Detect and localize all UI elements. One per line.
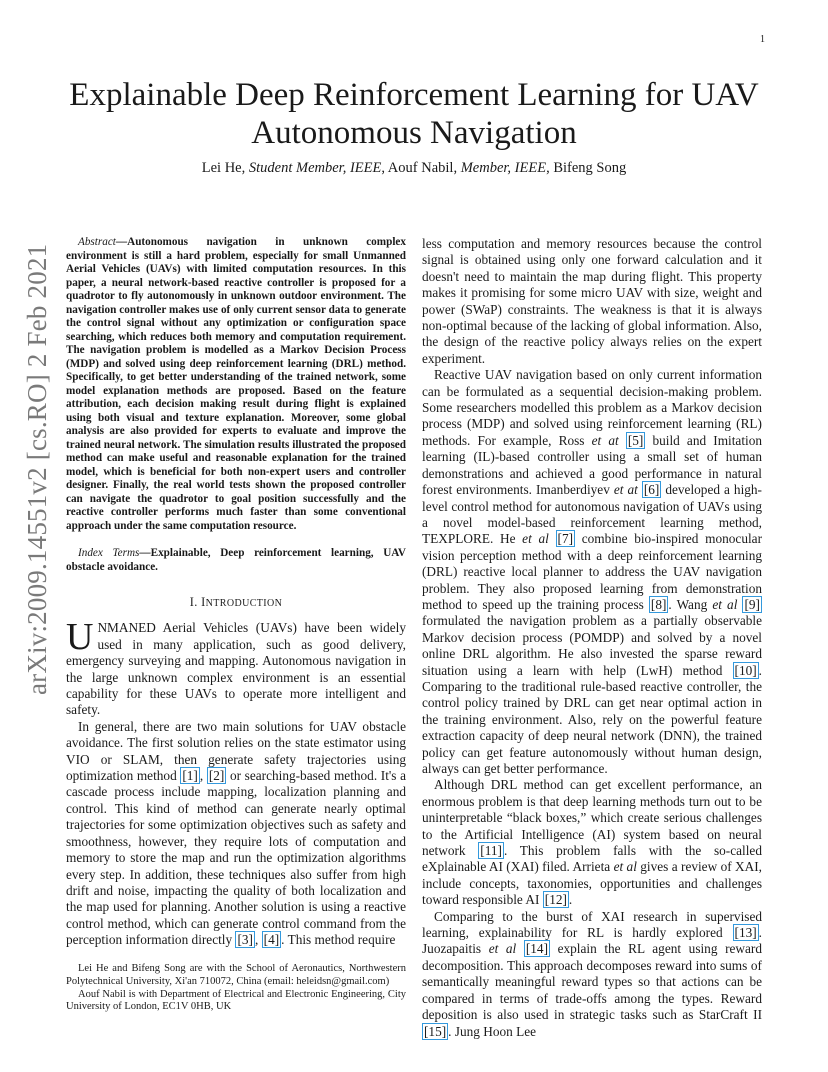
drop-cap: U	[66, 616, 94, 659]
footnote-affiliation-2: Aouf Nabil is with Department of Electrical and Electronic Engineering, City University of London, EC1V 0HB, UK	[66, 988, 406, 1013]
intro-paragraph-2	[66, 719, 406, 949]
text-span: . Wang	[668, 596, 713, 612]
citation-link[interactable]: [4]	[263, 932, 280, 948]
citation-link[interactable]: [10]	[734, 662, 757, 678]
section-heading-introduction	[66, 594, 406, 612]
abstract-text: —Autonomous navigation in unknown complex environment is still a hard problem, especially for small Unmanned Aerial Vehicles (UAVs) with limited computation resources. In this paper, a neural network-based reactive controller is proposed for a quadrotor to fly autonomously in unknown outdoor environment. The navigation controller makes use of only current sensor data to generate the control signal without any optimization or configuration space searching, which reduces both memory and computation requirement. The navigation problem is modelled as a Markov Decision Process (MDP) and solved using deep reinforcement learning (DRL) method. Specifically, to get better understanding of the trained network, some model explanation methods are proposed. Based on the feature attribution, each decision making result during flight is explained using both visual and texture explanation. Moreover, some global analysis are also provided for experts to evaluate and improve the trained neural network. The simulation results illustrated the proposed method can make useful and reasonable explanation for the trained model, which is beneficial for both non-expert users and controller designer. Finally, the real world tests shown the proposed controller can navigate the quadrotor to goal position successfully and the reactive controller performs much faster than some conventional approach under the same computation resource.	[66, 236, 406, 532]
text-span: et at	[591, 432, 619, 448]
text-span: developed a high-level control method for autonomous navigation of UAVs using a novel model-based reinforcement learning method, TEXPLORE. He	[422, 482, 762, 547]
text-span: build and Imitation learning (IL)-based controller using a small set of human demonstrations and achieved a good performance in natural forest environments. Imanberdiyev	[422, 432, 763, 498]
citation-link[interactable]: [13]	[734, 925, 757, 941]
citation-link[interactable]: [11]	[480, 843, 502, 859]
right-paragraph-1: less computation and memory resources because the control signal is obtained using only one forward calculation and it doesn't need to maintain the map during flight. This property makes it promising for some micro UAV with size, weight and power (SWaP) constraints. The weakness is that it is always non-optimal because of the lacking of global information. Also, the design of the reactive policy always relies on the expert experiment.	[422, 236, 762, 366]
author-line	[60, 160, 768, 177]
text-span: . This problem falls with the so-called eXplainable AI (XAI) filed. Arrieta	[422, 843, 762, 875]
arxiv-identifier: arXiv:2009.14551v2 [cs.RO] 2 Feb 2021	[22, 243, 52, 695]
text-span: et al	[488, 941, 517, 957]
citation-link[interactable]: [6]	[643, 482, 660, 498]
text-span: . Jung Hoon Lee	[448, 1023, 537, 1039]
section-number: I.	[189, 595, 202, 609]
page-number: 1	[760, 34, 765, 45]
citation-link[interactable]: [9]	[744, 596, 760, 612]
right-paragraph-4	[422, 909, 762, 1040]
text-span: ,	[255, 932, 262, 948]
text-span: et al	[712, 596, 738, 612]
intro-text-1: NMANED Aerial Vehicles (UAVs) have been widely used in many application, such as good delivery, emergency surveying and mapping. Autonomous navigation in the large unknown complex environment is an essential capability for these UAVs to operate more intelligent and safety.	[66, 620, 406, 718]
text-span: et at	[613, 482, 638, 498]
section-title-rest: NTRODUCTION	[205, 598, 283, 609]
paper-title: Explainable Deep Reinforcement Learning for UAV Autonomous Navigation	[69, 77, 759, 151]
text-span: . Juozapaitis	[422, 925, 762, 957]
text-span: gives a review of XAI, include concepts, taxonomies, opportunities and challenges toward responsible AI	[422, 859, 762, 908]
text-span: Although DRL method can get excellent performance, an enormous problem is that deep learning methods turn out to be uninterpretable “black boxes,” which create serious challenges to the Artificial Intelligence (AI) system based on neural network	[422, 777, 762, 859]
intro-paragraph-1	[66, 616, 406, 718]
citation-link[interactable]: [15]	[424, 1023, 447, 1039]
author-1-role: Student Member,	[248, 160, 347, 176]
text-span: et al	[522, 531, 549, 547]
text-span: formulated the navigation problem as a partially observable Markov decision process (POMDP) and solved by a novel online DRL algorithm. He also invested the sparse reward situation using a learn with help (LwH) method	[422, 613, 762, 678]
left-column	[66, 236, 406, 949]
author-3: , Bifeng Song	[546, 160, 627, 176]
footnote-affiliation-1: Lei He and Bifeng Song are with the School of Aeronautics, Northwestern Polytechnical University, Xi'an 710072, China (email: heleidsn@gmail.com)	[66, 963, 406, 987]
author-2-org: IEEE	[514, 160, 547, 176]
author-2-role: Member,	[460, 160, 512, 176]
author-2: , Aouf Nabil,	[381, 160, 458, 176]
text-span: . Comparing to the traditional rule-based reactive controller, the control policy trained by DRL can get near optimal action in the training environment. Also, rely on the powerful feature extraction capacity of deep neural network (DNN), the trained policy can get feature autonomously without human design, always can get better performance.	[422, 662, 762, 776]
citation-link[interactable]: [12]	[544, 892, 567, 908]
right-column	[422, 236, 762, 1040]
text-span: combine bio-inspired monocular vision perception method with a deep reinforcement learning (DRL) reactive local planner to address the UAV navigation problem. They also proposed learning from demonstration method to speed up the training process	[422, 531, 763, 612]
index-terms-label: Index Terms	[78, 547, 140, 559]
text-span: Reactive UAV navigation based on only current information can be formulated as a sequential decision-making problem. Some researchers modelled this problem as a Markov decision process (MDP) and solved using reinforcement learning (RL) methods. For example, Ross	[422, 367, 762, 448]
section-title-initial: I	[201, 595, 206, 609]
right-paragraph-3	[422, 777, 762, 908]
abstract	[66, 236, 406, 533]
index-terms	[66, 547, 406, 574]
text-span: et al	[613, 859, 637, 875]
citation-link[interactable]: [14]	[525, 941, 548, 957]
index-terms-text: —Explainable, Deep reinforcement learning, UAV obstacle avoidance.	[66, 547, 407, 573]
text-span: Comparing to the burst of XAI research in supervised learning, explainability for RL is hardly explored	[422, 908, 762, 941]
citation-link[interactable]: [1]	[182, 768, 198, 784]
footnote	[66, 963, 406, 1014]
citation-link[interactable]: [5]	[627, 432, 644, 448]
text-span: .	[568, 892, 573, 908]
author-1: Lei He,	[201, 160, 246, 176]
text-span: ,	[199, 768, 207, 784]
text-span: In general, there are two main solutions for UAV obstacle avoidance. The first solution relies on the state estimator using VIO or SLAM, then generate safety trajectories using optimization method	[66, 718, 406, 784]
citation-link[interactable]: [3]	[237, 932, 253, 948]
abstract-label: Abstract	[78, 236, 116, 248]
text-span: explain the RL agent using reward decomposition. This approach decomposes reward into sums of semantically meaningful reward types so that actions can be compared in terms of trade-offs among the types. Reward deposition is also used in strategic tasks such as StarCraft II	[422, 941, 762, 1023]
citation-link[interactable]: [8]	[650, 596, 667, 612]
author-1-org: IEEE	[349, 160, 382, 176]
citation-link[interactable]: [7]	[557, 531, 574, 547]
text-span: . This method require	[281, 932, 396, 948]
right-paragraph-2	[422, 367, 762, 777]
text-span: or searching-based method. It's a cascade process include mapping, localization planning and control. This kind of method can generate nearly optimal trajectories for some optimization objectives such as safety and smoothness, however, they require lots of computation and memory to store the map and run the optimization algorithms every step. In addition, these techniques also suffer from high drift and noise, impacting the quality of both localization and the map used for planning. Another solution is using a reactive control method, which can generate control command from the perception information directly	[66, 768, 406, 948]
citation-link[interactable]: [2]	[208, 768, 225, 784]
